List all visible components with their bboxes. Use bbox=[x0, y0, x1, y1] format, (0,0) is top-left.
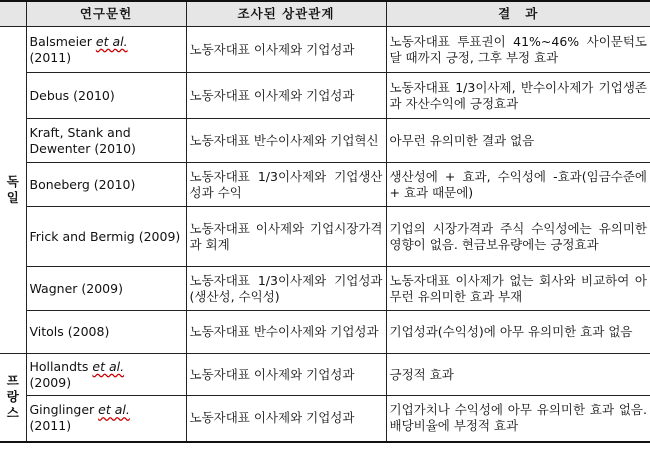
table-row bbox=[0, 163, 650, 207]
study-cell: Debus (2010) bbox=[26, 73, 186, 119]
study-cell bbox=[26, 27, 186, 73]
study-cell bbox=[26, 354, 186, 396]
study-year: (2009) bbox=[29, 374, 72, 390]
study-year: (2011) bbox=[29, 49, 72, 65]
study-author: Balsmeier bbox=[29, 33, 92, 49]
result-cell: 기업의 시장가격과 주식 수익성에는 유의미한 영향이 없음. 현금보유량에는 긍정효과 bbox=[386, 207, 650, 267]
relationship-cell: 노동자대표 이사제와 기업시장가격과 회계 bbox=[186, 207, 386, 267]
study-cell bbox=[26, 396, 186, 442]
study-author: Ginglinger bbox=[29, 402, 95, 418]
country-char: 프 bbox=[6, 373, 19, 389]
country-france bbox=[0, 354, 26, 442]
study-cell: Kraft, Stank and Dewenter (2010) bbox=[26, 119, 186, 163]
result-cell: 아무런 유의미한 결과 없음 bbox=[386, 119, 650, 163]
country-char: 랑 bbox=[6, 389, 19, 405]
result-header-a: 결 bbox=[498, 6, 512, 21]
result-cell: 노동자대표 이사제가 없는 회사와 비교하여 아무런 유의미한 효과 부재 bbox=[386, 267, 650, 311]
relationship-cell: 노동자대표 이사제와 기업성과 bbox=[186, 27, 386, 73]
relationship-header: 조사된 상관관계 bbox=[186, 1, 386, 27]
study-etal: et al. bbox=[95, 33, 128, 49]
result-cell: 노동자대표 1/3이사제, 반수이사제가 기업생존과 자산수익에 긍정효과 bbox=[386, 73, 650, 119]
study-header: 연구문헌 bbox=[26, 1, 186, 27]
result-cell: 노동자대표 투표권이 41%~46% 사이문턱도달 때까지 긍정, 그후 부정 효과 bbox=[386, 27, 650, 73]
country-header bbox=[0, 1, 26, 27]
table-row bbox=[0, 354, 650, 396]
table-row bbox=[0, 73, 650, 119]
country-char: 독 bbox=[6, 174, 19, 189]
header-row bbox=[0, 1, 650, 27]
result-cell: 기업성과(수익성)에 아무 유의미한 효과 없음 bbox=[386, 311, 650, 354]
study-etal: et al. bbox=[98, 402, 130, 418]
country-germany bbox=[0, 27, 26, 354]
relationship-cell: 노동자대표 1/3이사제와 기업성과(생산성, 수익성) bbox=[186, 267, 386, 311]
study-cell: Vitols (2008) bbox=[26, 311, 186, 354]
relationship-cell: 노동자대표 1/3이사제와 기업생산성과 수익 bbox=[186, 163, 386, 207]
study-etal: et al. bbox=[92, 358, 125, 374]
result-cell: 긍정적 효과 bbox=[386, 354, 650, 396]
study-year: (2011) bbox=[29, 418, 72, 434]
result-header-b: 과 bbox=[525, 6, 539, 21]
relationship-cell: 노동자대표 이사제와 기업성과 bbox=[186, 73, 386, 119]
country-char: 스 bbox=[6, 405, 19, 421]
study-cell: Frick and Bermig (2009) bbox=[26, 207, 186, 267]
study-author: Hollandts bbox=[29, 358, 89, 374]
table-row bbox=[0, 396, 650, 442]
relationship-cell: 노동자대표 반수이사제와 기업성과 bbox=[186, 311, 386, 354]
table-row bbox=[0, 207, 650, 267]
study-cell: Wagner (2009) bbox=[26, 267, 186, 311]
table-row bbox=[0, 119, 650, 163]
result-cell: 기업가치나 수익성에 아무 유의미한 효과 없음. 배당비율에 부정적 효과 bbox=[386, 396, 650, 442]
table-row bbox=[0, 27, 650, 73]
result-header bbox=[386, 1, 650, 27]
relationship-cell: 노동자대표 반수이사제와 기업혁신 bbox=[186, 119, 386, 163]
table-row bbox=[0, 267, 650, 311]
relationship-cell: 노동자대표 이사제와 기업성과 bbox=[186, 396, 386, 442]
relationship-cell: 노동자대표 이사제와 기업성과 bbox=[186, 354, 386, 396]
study-cell: Boneberg (2010) bbox=[26, 163, 186, 207]
table-row bbox=[0, 311, 650, 354]
result-cell: 생산성에 + 효과, 수익성에 -효과(임금수준에 + 효과 때문에) bbox=[386, 163, 650, 207]
country-char: 일 bbox=[6, 190, 19, 205]
